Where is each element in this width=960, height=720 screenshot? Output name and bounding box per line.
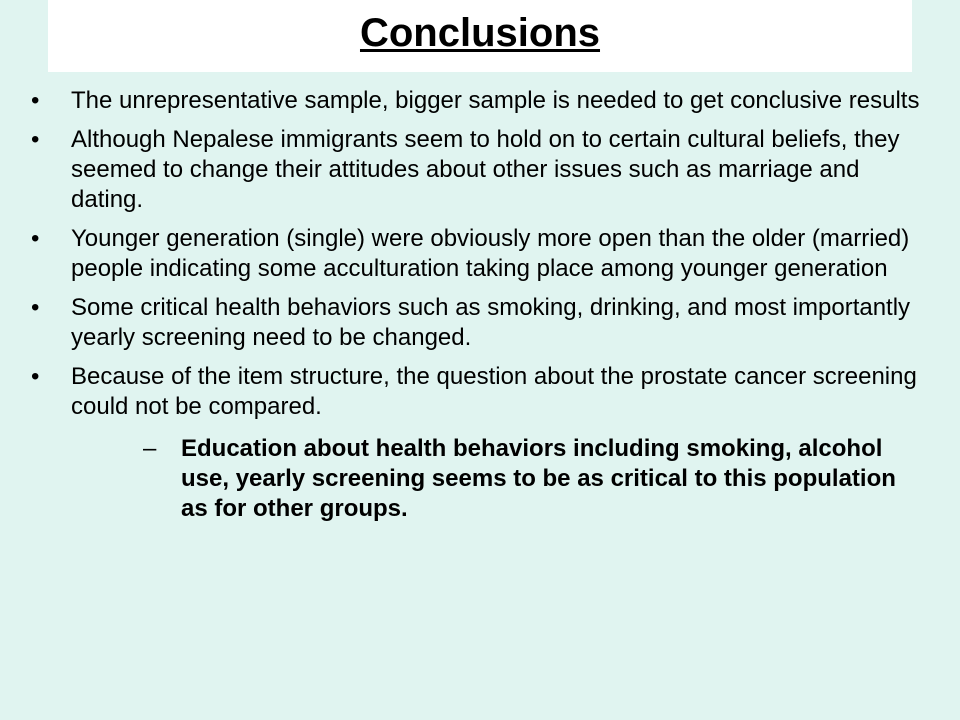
title-bar (48, 0, 912, 72)
bullet-text: Although Nepalese immigrants seem to hold on to certain cultural beliefs, they seemed to change their attitudes about other issues such as marriage and dating. (71, 126, 900, 213)
bullet-item (0, 224, 960, 284)
bullet-text: Younger generation (single) were obviously more open than the older (married) people indicating some acculturation taking place among younger generation (71, 225, 910, 282)
bullet-dot-icon: • (31, 87, 40, 114)
sub-bullet-item (71, 434, 932, 524)
bullet-item (0, 125, 960, 215)
bullet-list (0, 86, 960, 533)
bullet-dot-icon: • (31, 126, 40, 153)
bullet-text: The unrepresentative sample, bigger sample is needed to get conclusive results (71, 87, 920, 114)
sub-bullet-dash-icon: – (143, 435, 157, 462)
slide-title: Conclusions (359, 11, 601, 55)
bullet-dot-icon: • (31, 225, 40, 252)
bullet-text: Because of the item structure, the question about the prostate cancer screening could not be compared. (71, 363, 917, 420)
bullet-item (0, 362, 960, 524)
bullet-text: Some critical health behaviors such as smoking, drinking, and most importantly yearly screening need to be changed. (71, 294, 911, 351)
bullet-dot-icon: • (31, 363, 40, 390)
bullet-item (0, 86, 960, 116)
bullet-dot-icon: • (31, 294, 40, 321)
bullet-item (0, 293, 960, 353)
sub-bullet-text: Education about health behaviors including smoking, alcohol use, yearly screening seems to be as critical to this population as for other groups. (181, 435, 896, 522)
